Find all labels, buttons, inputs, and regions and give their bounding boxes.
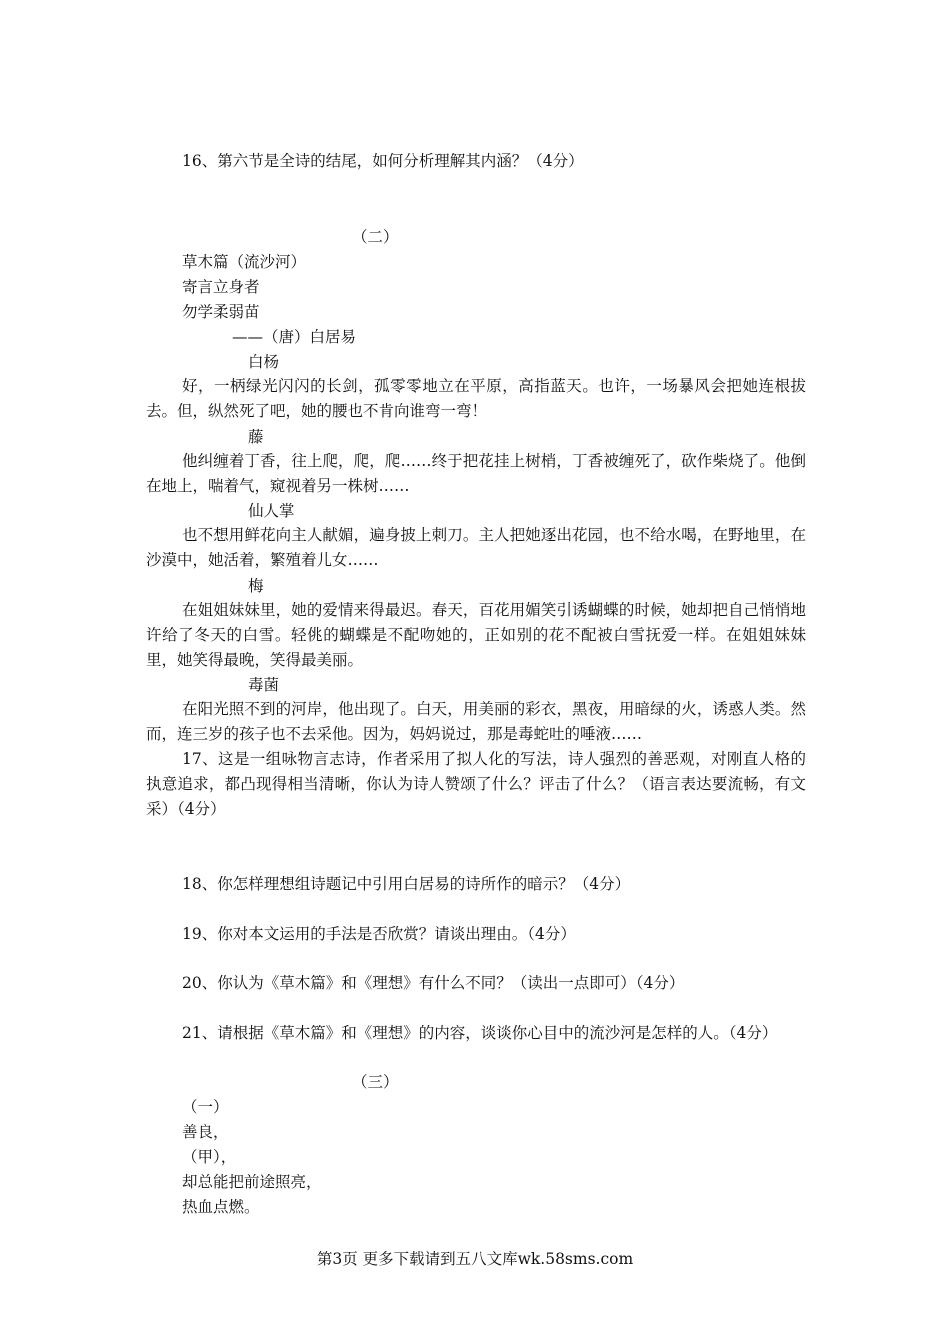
page-footer: 第3页 更多下载请到五八文库wk.58sms.com — [316, 1250, 634, 1268]
section-3-heading: （三） — [352, 1073, 399, 1091]
poem-name-mei: 梅 — [248, 577, 264, 595]
poem-name-dujun: 毒菌 — [248, 676, 280, 694]
question-18: 18、你怎样理想组诗题记中引用白居易的诗所作的暗示？（4分） — [182, 875, 631, 893]
poem-name-teng: 藤 — [248, 428, 264, 446]
poem-name-xianrenzhang: 仙人掌 — [248, 502, 295, 520]
section-3-line-2: 善良， — [182, 1123, 229, 1141]
question-16: 16、第六节是全诗的结尾，如何分析理解其内涵？（4分） — [182, 152, 584, 170]
question-21: 21、请根据《草木篇》和《理想》的内容，谈谈你心目中的流沙河是怎样的人。（4分） — [182, 1024, 778, 1042]
poem-text-mei: 在姐姐妹妹里，她的爱情来得最迟。春天，百花用媚笑引诱蝴蝶的时候，她却把自己悄悄地许给了冬天的白雪。轻佻的蝴蝶是不配吻她的，正如别的花不配被白雪抚爱一样。在姐姐妹妹里，她笑得最晚，笑得最美丽。 — [146, 601, 806, 669]
epigraph-line-2: 勿学柔弱苗 — [182, 303, 260, 321]
section-3-line-1: （一） — [182, 1098, 229, 1116]
question-19: 19、你对本文运用的手法是否欣赏？请谈出理由。（4分） — [182, 925, 576, 943]
poem-text-xianrenzhang: 也不想用鲜花向主人献媚，遍身披上刺刀。主人把她逐出花园，也不给水喝，在野地里，在沙漠中，她活着，繁殖着儿女…… — [146, 526, 806, 569]
epigraph-line-1: 寄言立身者 — [182, 278, 260, 296]
question-17: 17、这是一组咏物言志诗，作者采用了拟人化的写法，诗人强烈的善恶观，对刚直人格的执意追求，都凸现得相当清晰，你认为诗人赞颂了什么？评击了什么？（语言表达要流畅，有文采）（4分） — [146, 750, 806, 818]
poem-name-baiyang: 白杨 — [248, 353, 280, 371]
section-3-line-4: 却总能把前途照亮， — [182, 1173, 322, 1191]
epigraph-attribution: ——（唐）白居易 — [232, 328, 357, 346]
question-20: 20、你认为《草木篇》和《理想》有什么不同？（读出一点即可）（4分） — [182, 974, 685, 992]
section-3-line-3: （甲）， — [182, 1148, 237, 1166]
poem-title: 草木篇（流沙河） — [182, 253, 307, 271]
poem-text-teng: 他纠缠着丁香，往上爬，爬，爬……终于把花挂上树梢，丁香被缠死了，砍作柴烧了。他倒在地上，喘着气，窥视着另一株树…… — [146, 452, 806, 495]
section-2-heading: （二） — [352, 228, 399, 246]
poem-text-baiyang: 好，一柄绿光闪闪的长剑，孤零零地立在平原，高指蓝天。也许，一场暴风会把她连根拔去。但，纵然死了吧，她的腰也不肯向谁弯一弯！ — [146, 377, 806, 420]
poem-text-dujun: 在阳光照不到的河岸，他出现了。白天，用美丽的彩衣，黑夜，用暗绿的火，诱惑人类。然而，连三岁的孩子也不去采他。因为，妈妈说过，那是毒蛇吐的唾液…… — [146, 700, 806, 743]
section-3-line-5: 热血点燃。 — [182, 1198, 260, 1216]
